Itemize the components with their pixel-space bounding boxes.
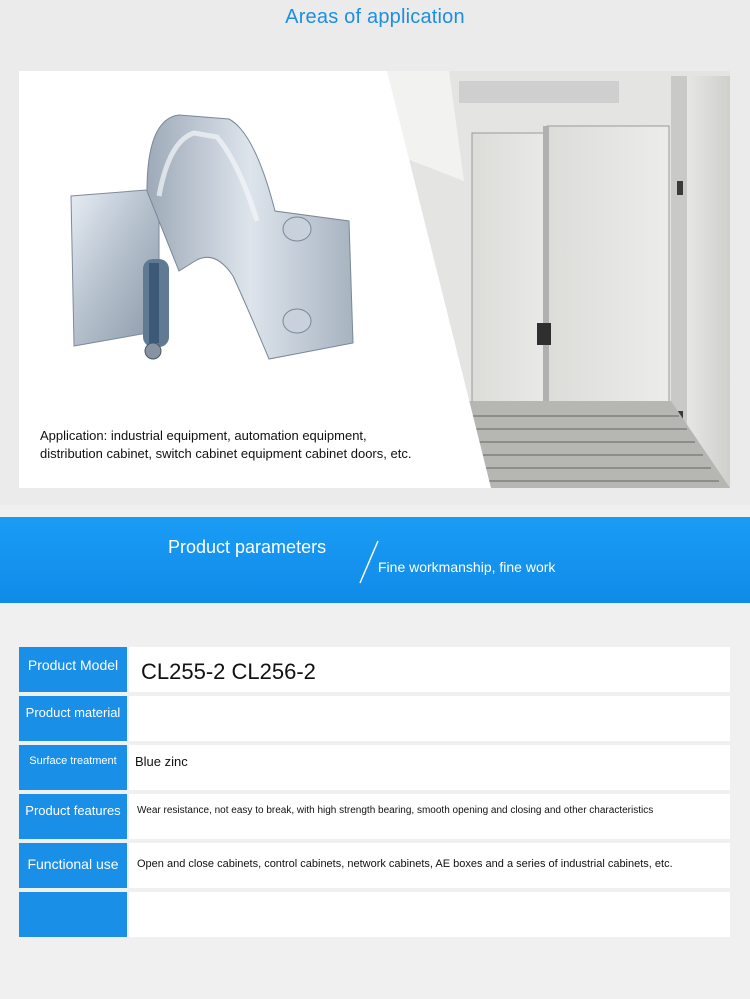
row-label bbox=[19, 892, 127, 937]
row-label: Product features bbox=[19, 794, 127, 839]
banner-subtitle: Fine workmanship, fine work bbox=[378, 559, 556, 575]
product-parameters-banner bbox=[0, 517, 750, 603]
row-value bbox=[129, 696, 730, 741]
row-label: Functional use bbox=[19, 843, 127, 888]
table-row bbox=[19, 843, 730, 888]
parameters-table bbox=[19, 647, 730, 941]
row-label: Product Model bbox=[19, 647, 127, 692]
row-value: Open and close cabinets, control cabinets, network cabinets, AE boxes and a series of industrial cabinets, etc. bbox=[129, 843, 730, 888]
application-card bbox=[19, 71, 730, 488]
row-label: Surface treatment bbox=[19, 745, 127, 790]
table-row bbox=[19, 647, 730, 692]
row-value: Wear resistance, not easy to break, with high strength bearing, smooth opening and closing and other characteristics bbox=[129, 794, 730, 839]
row-label: Product material bbox=[19, 696, 127, 741]
product-photo bbox=[19, 71, 730, 488]
table-row bbox=[19, 892, 730, 937]
banner-title: Product parameters bbox=[168, 537, 327, 557]
row-value bbox=[129, 892, 730, 937]
table-row bbox=[19, 794, 730, 839]
row-value: Blue zinc bbox=[129, 745, 730, 790]
cabinet-photo bbox=[347, 71, 730, 488]
section-title: Areas of application bbox=[285, 6, 465, 28]
application-text: Application: industrial equipment, automation equipment, distribution cabinet, switch cabinet equipment cabinet doors, etc. bbox=[40, 428, 412, 461]
row-value: CL255-2 CL256-2 bbox=[129, 647, 730, 692]
table-row bbox=[19, 696, 730, 741]
table-row bbox=[19, 745, 730, 790]
hinge-illustration bbox=[71, 115, 353, 359]
